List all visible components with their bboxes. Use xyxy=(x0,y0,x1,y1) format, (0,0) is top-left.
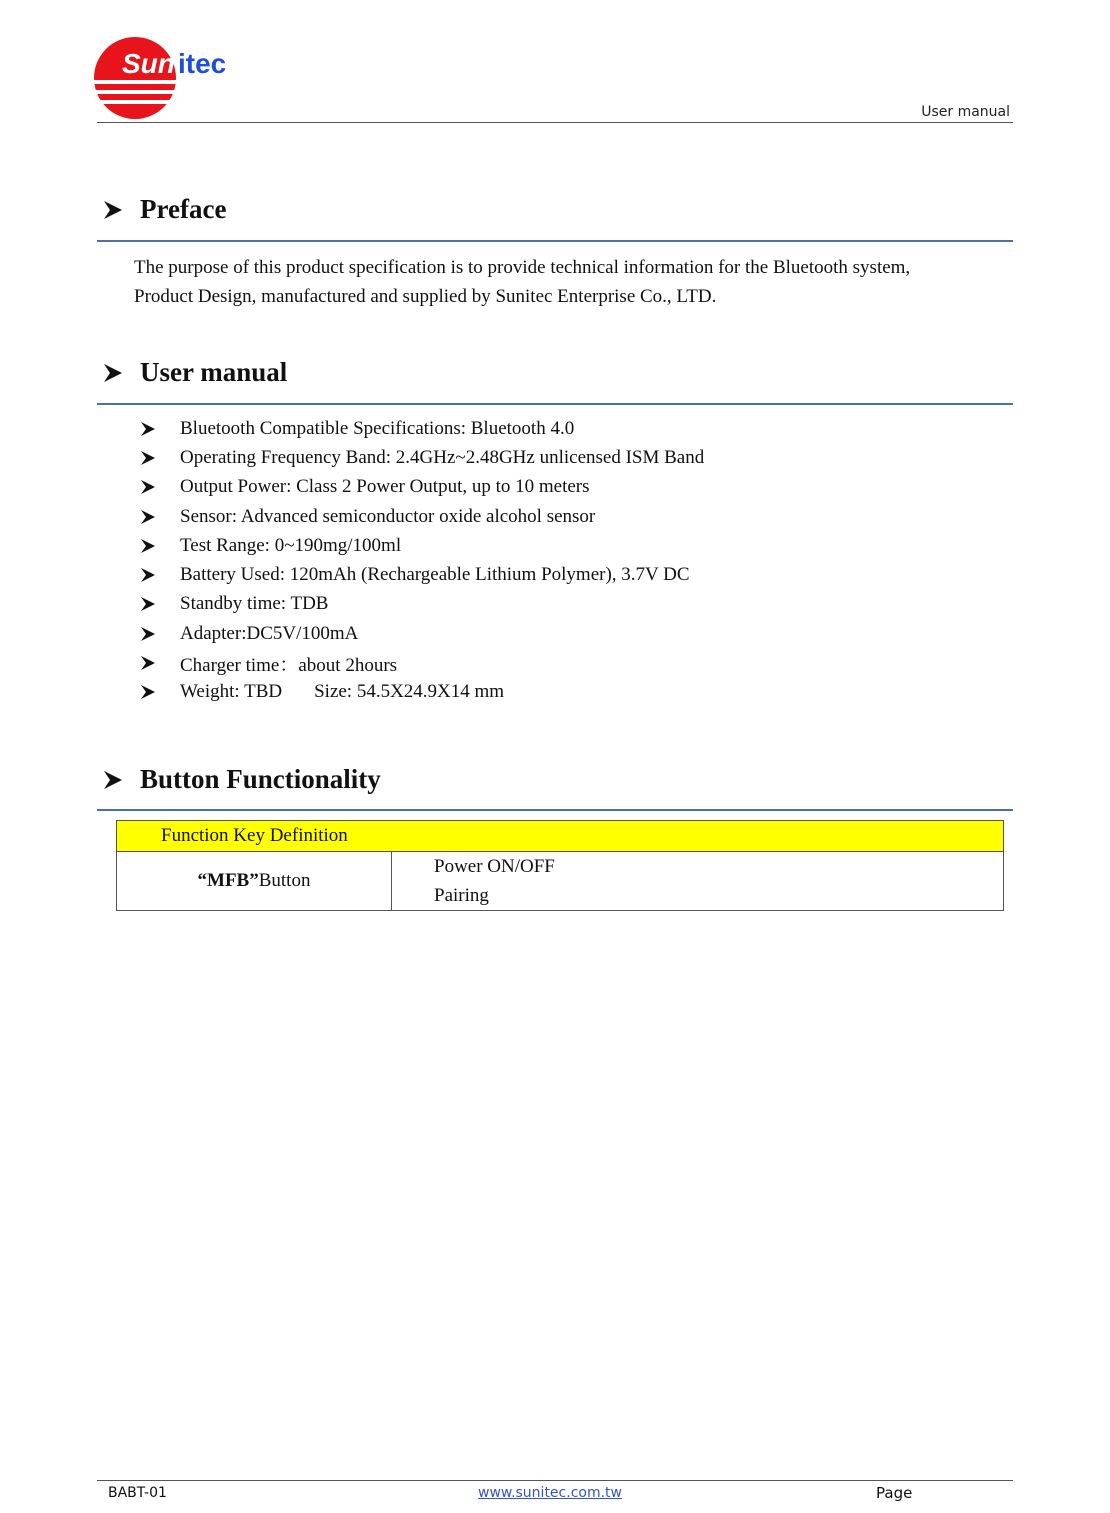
spec-text: Bluetooth Compatible Specifications: Bluetooth 4.0 xyxy=(180,417,575,439)
list-item xyxy=(140,531,704,560)
footer-doc-id: BABT-01 xyxy=(108,1485,167,1501)
list-item xyxy=(140,443,704,472)
footer-page-label: Page xyxy=(876,1484,913,1502)
spec-text: Charger time：about 2hours xyxy=(180,654,398,676)
user-manual-title: User manual xyxy=(140,357,288,387)
list-item xyxy=(140,414,704,443)
spec-text: Weight: TBD xyxy=(180,681,283,703)
key-name-cell xyxy=(117,852,392,911)
footer-divider xyxy=(97,1480,1013,1481)
function-key-table xyxy=(116,820,1004,911)
spec-text: Output Power: Class 2 Power Output, up to 10 meters xyxy=(180,476,590,498)
spec-text: Test Range: 0~190mg/100ml xyxy=(180,534,402,556)
arrow-bullet-icon xyxy=(102,362,124,384)
spec-text: Standby time: TDB xyxy=(180,593,329,615)
arrow-bullet-icon xyxy=(102,769,124,791)
preface-divider xyxy=(97,240,1013,242)
header-label: User manual xyxy=(921,104,1010,120)
key-function: Power ON/OFF xyxy=(434,856,555,877)
footer-website-link[interactable]: www.sunitec.com.tw xyxy=(478,1485,622,1501)
list-item xyxy=(140,502,704,531)
arrow-bullet-icon xyxy=(140,626,156,642)
spec-list xyxy=(140,414,704,707)
list-item xyxy=(140,560,704,589)
arrow-bullet-icon xyxy=(140,596,156,612)
arrow-bullet-icon xyxy=(140,655,156,671)
arrow-bullet-icon xyxy=(102,199,124,221)
svg-text:itec: itec xyxy=(178,48,227,79)
spec-text: Sensor: Advanced semiconductor oxide alcohol sensor xyxy=(180,505,596,527)
spec-text: Adapter:DC5V/100mA xyxy=(180,622,359,644)
table-header: Function Key Definition xyxy=(117,821,1004,852)
arrow-bullet-icon xyxy=(140,509,156,525)
arrow-bullet-icon xyxy=(140,479,156,495)
arrow-bullet-icon xyxy=(140,421,156,437)
arrow-bullet-icon xyxy=(140,684,156,700)
user-manual-heading xyxy=(102,357,287,388)
spec-size-text: Size: 54.5X24.9X14 mm xyxy=(314,681,505,703)
spec-text: Battery Used: 120mAh (Rechargeable Lithium Polymer), 3.7V DC xyxy=(180,564,690,586)
header-divider xyxy=(97,122,1013,123)
button-functionality-divider xyxy=(97,809,1013,811)
user-manual-divider xyxy=(97,403,1013,405)
list-item xyxy=(140,648,704,677)
arrow-bullet-icon xyxy=(140,450,156,466)
preface-paragraph xyxy=(134,253,994,311)
spec-text: Operating Frequency Band: 2.4GHz~2.48GHz unlicensed ISM Band xyxy=(180,446,705,468)
svg-text:Sun: Sun xyxy=(122,48,175,79)
key-functions-cell xyxy=(392,852,1004,911)
table-row xyxy=(117,852,1004,911)
preface-line: The purpose of this product specification is to provide technical information for the Bluetooth system, xyxy=(134,257,911,278)
list-item xyxy=(140,619,704,648)
list-item xyxy=(140,473,704,502)
list-item xyxy=(140,678,704,707)
key-name-bold: “MFB” xyxy=(197,870,259,891)
key-function: Pairing xyxy=(434,885,489,906)
preface-title: Preface xyxy=(140,194,227,224)
list-item xyxy=(140,590,704,619)
sunitec-logo xyxy=(94,34,244,124)
arrow-bullet-icon xyxy=(140,538,156,554)
table-row xyxy=(117,821,1004,852)
button-functionality-title: Button Functionality xyxy=(140,764,381,794)
arrow-bullet-icon xyxy=(140,567,156,583)
preface-line: Product Design, manufactured and supplied by Sunitec Enterprise Co., LTD. xyxy=(134,286,717,307)
key-name-rest: Button xyxy=(258,870,311,891)
button-functionality-heading xyxy=(102,764,381,795)
preface-heading xyxy=(102,194,226,225)
